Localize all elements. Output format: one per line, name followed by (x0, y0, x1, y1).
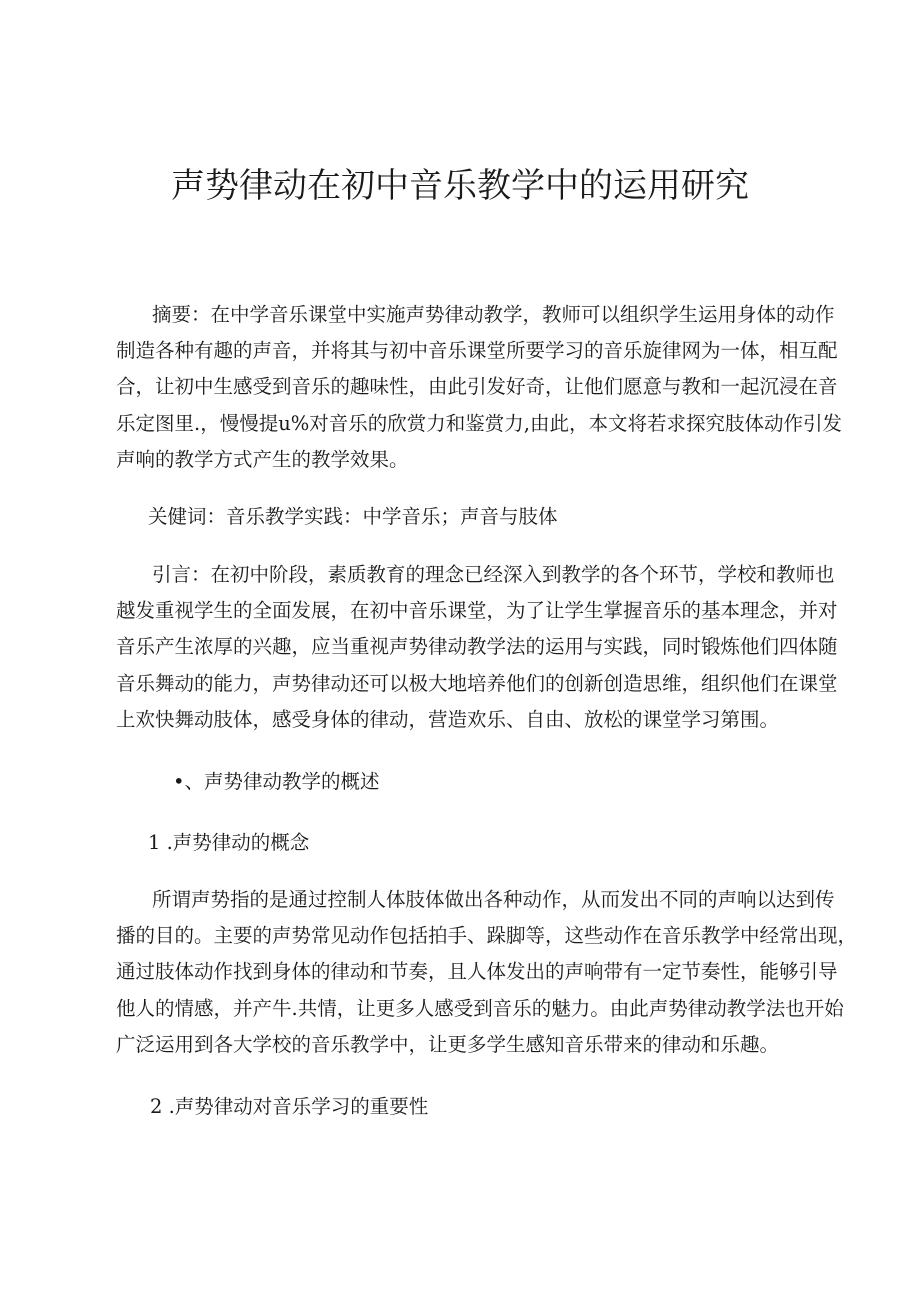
subsection-heading-2: 2 .声势律动对音乐学习的重要性 (150, 1095, 429, 1118)
section-heading-1: •、声势律动教学的概述 (173, 770, 380, 793)
introduction-line: 上欢快舞动肢体，感受身体的律动，营造欢乐、自由、放松的课堂学习第围。 (116, 707, 780, 731)
abstract-line: 摘要：在中学音乐课堂中实施声势律动教学，教师可以组织学生运用身体的动作 (152, 303, 835, 326)
body-line: 通过肢体动作找到身体的律动和节奏，且人体发出的声响带有一定节奏性，能够引导 (116, 960, 838, 984)
body-line: 广泛运用到各大学校的音乐教学中，让更多学生感知音乐带来的律动和乐趣。 (116, 1032, 780, 1056)
concept-paragraph (116, 882, 858, 1063)
abstract-line: 乐定图里.，慢慢提u%对音乐的欣赏力和鉴赏力,由此，本文将若求探究肢体动作引发 (116, 411, 842, 435)
introduction-paragraph (116, 557, 838, 738)
body-line: 他人的情感，并产牛.共情，让更多人感受到音乐的魅力。由此声势律动教学法也开始 (116, 996, 844, 1020)
introduction-line: 音乐产生浓厚的兴趣，应当重视声势律动教学法的运用与实践，同时锻炼他们四体随 (116, 635, 838, 659)
abstract-line: 制造各种有趣的声音，并将其与初中音乐课堂所要学习的音乐旋律网为一体，相互配 (116, 339, 838, 363)
body-line: 播的目的。主要的声势常见动作包括拍手、跺脚等，这些动作在音乐教学中经常出现， (116, 924, 858, 948)
abstract-line: 合，让初中生感受到音乐的趣味性，由此引发好奇，让他们愿意与教和一起沉浸在音 (116, 375, 838, 399)
introduction-line: 越发重视学生的全面发展，在初中音乐课堂，为了让学生掌握音乐的基本理念，并对 (116, 599, 838, 623)
abstract-paragraph (116, 297, 842, 478)
abstract-line: 声响的教学方式产生的教学效果。 (116, 447, 409, 471)
document-title: 声势律动在初中音乐教学中的运用研究 (171, 166, 749, 206)
subsection-heading-1: 1 .声势律动的概念 (148, 831, 310, 854)
introduction-line: 引言：在初中阶段，素质教育的理念已经深入到教学的各个环节，学校和教师也 (152, 563, 835, 586)
keywords-line: 关健词：音乐教学实践：中学音乐；声音与肢体 (148, 505, 558, 528)
body-line: 所谓声势指的是通过控制人体肢体做出各种动作，从而发出不同的声响以达到传 (152, 888, 835, 911)
introduction-line: 音乐舞动的能力，声势律动还可以极大地培养他们的创新创造思维，组织他们在课堂 (116, 671, 838, 695)
